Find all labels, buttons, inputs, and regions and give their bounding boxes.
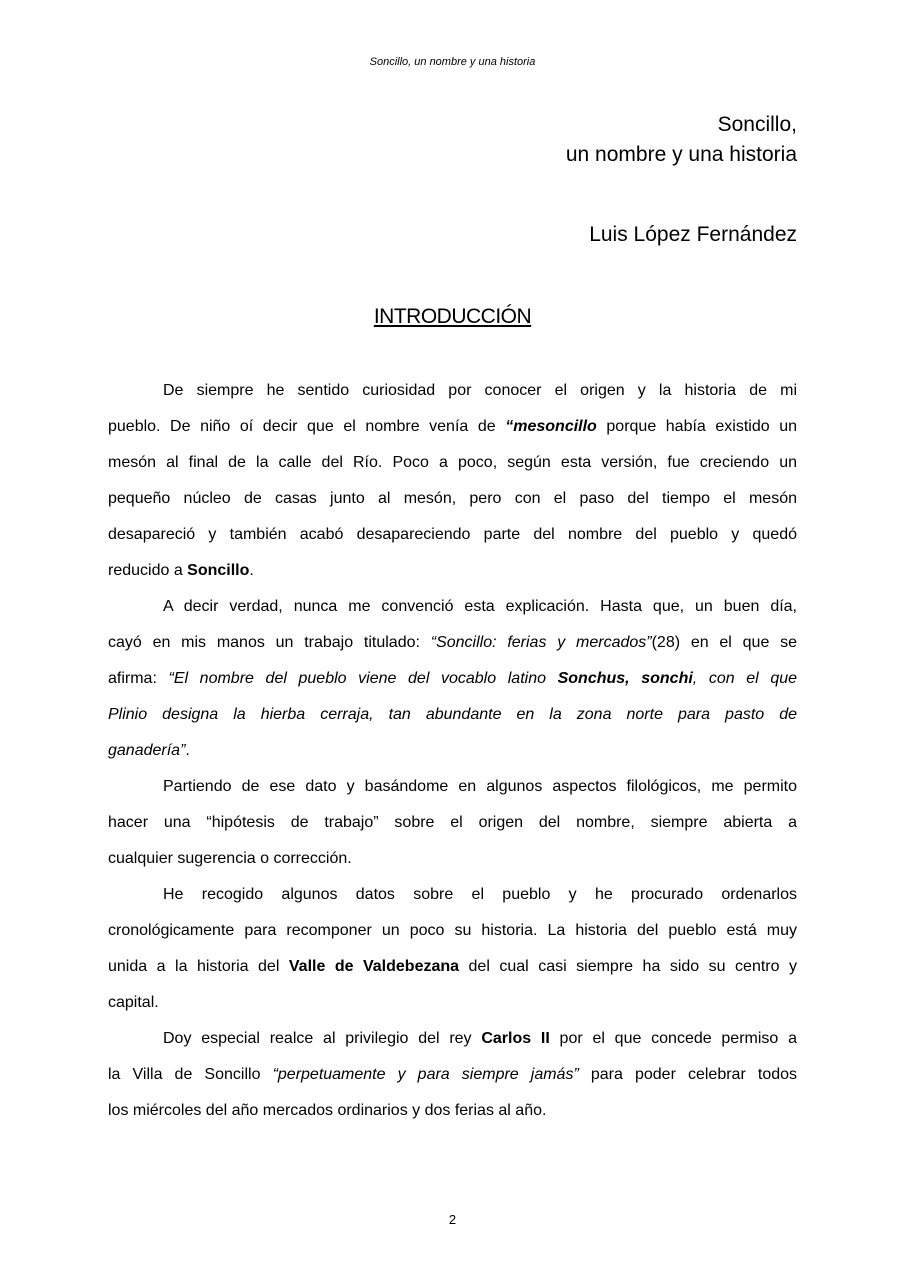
emphasized-text: ganadería”	[108, 742, 186, 759]
text-run: desapareció y también acabó desapareciendo parte del nombre del pueblo y quedó	[108, 526, 797, 543]
emphasized-text: Valle de Valdebezana	[288, 958, 460, 975]
text-run: Partiendo de ese dato y basándome en algunos aspectos filológicos, me permito	[163, 778, 797, 795]
text-line	[108, 625, 797, 661]
emphasized-text: Plinio designa la hierba cerraja, tan abundante en la zona norte para pasto de	[108, 706, 797, 723]
emphasized-text: “mesoncillo	[505, 418, 597, 435]
text-run: cayó en mis manos un trabajo titulado:	[108, 634, 431, 651]
emphasized-text: “Soncillo: ferias y mercados”	[430, 634, 652, 651]
text-run: .	[185, 742, 190, 759]
text-run: Doy especial realce al privilegio del rey	[163, 1030, 482, 1047]
text-line	[108, 1021, 797, 1057]
section-heading: INTRODUCCIÓN	[373, 305, 532, 328]
text-run: A decir verdad, nunca me convenció esta explicación. Hasta que, un buen día,	[163, 598, 797, 615]
text-line	[108, 553, 797, 589]
text-line	[108, 805, 797, 841]
text-run: porque había existido un	[596, 418, 798, 435]
body-text	[108, 373, 797, 1129]
title-line-2: un nombre y una historia	[565, 143, 797, 166]
text-line	[108, 949, 797, 985]
page-number: 2	[448, 1212, 457, 1227]
text-run: He recogido algunos datos sobre el pueblo y he procurado ordenarlos	[163, 886, 797, 903]
text-run: para poder celebrar todos	[578, 1066, 798, 1083]
emphasized-text: “perpetuamente y para siempre jamás”	[272, 1066, 579, 1083]
text-run: .	[249, 562, 254, 579]
text-run: De siempre he sentido curiosidad por conocer el origen y la historia de mi	[163, 382, 797, 399]
text-line	[108, 661, 797, 697]
text-line	[108, 841, 797, 877]
emphasized-text: , con el que	[692, 670, 798, 687]
text-run: del cual casi siempre ha sido su centro y	[459, 958, 798, 975]
text-run: mesón al final de la calle del Río. Poco a poco, según esta versión, fue creciendo un	[108, 454, 797, 471]
emphasized-text: Carlos II	[481, 1030, 550, 1047]
paragraph	[108, 877, 797, 1021]
emphasized-text: Sonchus, sonchi	[557, 670, 693, 687]
text-run: los miércoles del año mercados ordinarios y dos ferias al año.	[108, 1102, 547, 1119]
text-line	[108, 913, 797, 949]
paragraph	[108, 1021, 797, 1129]
paragraph	[108, 589, 797, 769]
text-line	[108, 409, 797, 445]
title-line-1: Soncillo,	[717, 113, 797, 136]
text-line	[108, 1093, 797, 1129]
text-line	[108, 733, 797, 769]
text-line	[108, 769, 797, 805]
text-run: pequeño núcleo de casas junto al mesón, pero con el paso del tiempo el mesón	[108, 490, 797, 507]
text-line	[108, 445, 797, 481]
text-line	[108, 1057, 797, 1093]
text-run: hacer una “hipótesis de trabajo” sobre el origen del nombre, siempre abierta a	[108, 814, 797, 831]
text-line	[108, 697, 797, 733]
text-line	[108, 517, 797, 553]
text-run: pueblo. De niño oí decir que el nombre venía de	[108, 418, 506, 435]
text-line	[108, 481, 797, 517]
emphasized-text: Soncillo	[187, 562, 250, 579]
text-run: la Villa de Soncillo	[108, 1066, 273, 1083]
running-header: Soncillo, un nombre y una historia	[369, 56, 536, 68]
text-run: cualquier sugerencia o corrección.	[108, 850, 352, 867]
text-line	[108, 589, 797, 625]
text-run: unida a la historia del	[108, 958, 289, 975]
document-title	[566, 110, 797, 170]
text-run: afirma:	[108, 670, 169, 687]
author: Luis López Fernández	[589, 223, 797, 246]
text-run: por el que concede permiso a	[549, 1030, 797, 1047]
text-line	[108, 877, 797, 913]
text-run: cronológicamente para recomponer un poco su historia. La historia del pueblo está muy	[108, 922, 797, 939]
text-line	[108, 373, 797, 409]
text-run: (28) en el que se	[651, 634, 798, 651]
emphasized-text: “El nombre del pueblo viene del vocablo latino	[168, 670, 558, 687]
text-run: capital.	[108, 994, 159, 1011]
text-line	[108, 985, 797, 1021]
text-run: reducido a	[108, 562, 188, 579]
paragraph	[108, 373, 797, 589]
paragraph	[108, 769, 797, 877]
